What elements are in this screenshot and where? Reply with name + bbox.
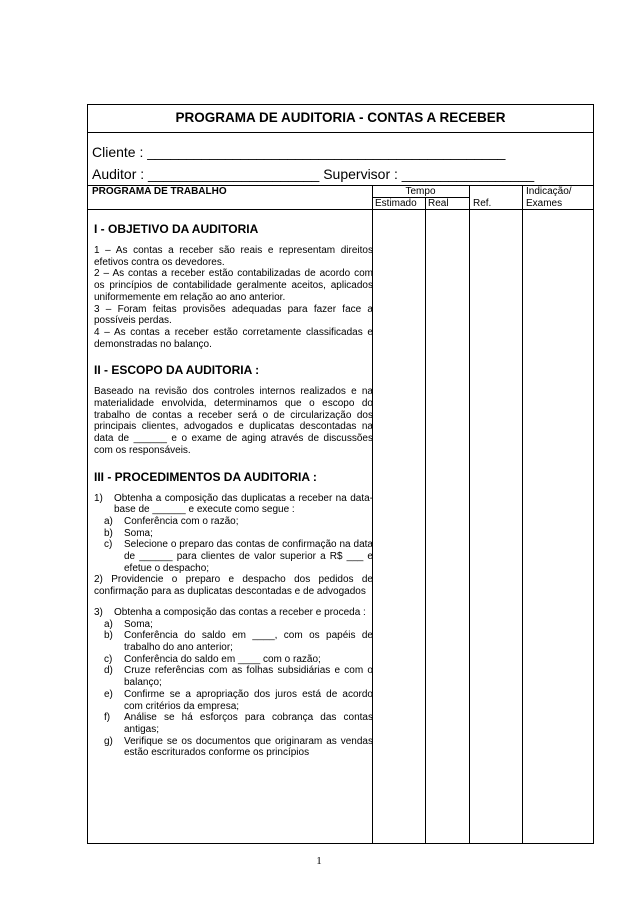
- column-divider-ref: [469, 185, 470, 843]
- procedure-1-sub-a: a) Conferência com o razão;: [104, 515, 239, 527]
- procedure-3-number: 3): [94, 606, 103, 618]
- objetivo-item-1: 1 – As contas a receber são reais e representam direitos efetivos contra os devedores.: [94, 245, 373, 268]
- procedure-3-sub-f: f) Análise se há esforços para cobrança das contas antigas;: [104, 712, 373, 735]
- escopo-text: Baseado na revisão dos controles internos realizados e na materialidade envolvida, determinamos que o escopo do trabalho de contas a receber será o de circularização dos principais clientes, advogados e duplicatas descontadas na data de ______ e o exame de aging através de discussões com os responsáveis.: [94, 386, 373, 456]
- escopo-title: II - ESCOPO DA AUDITORIA :: [94, 363, 260, 378]
- page-number: 1: [316, 855, 322, 867]
- procedure-2: 2) Providencie o preparo e despacho dos pedidos de confirmação para as duplicatas descontadas e de advogados: [94, 574, 373, 598]
- estimado-header: Estimado: [375, 198, 417, 209]
- procedure-1-number: 1): [94, 492, 103, 504]
- column-divider-real: [425, 197, 426, 843]
- ref-header: Ref.: [473, 198, 492, 209]
- objetivo-item-2: 2 – As contas a receber estão contabilizadas de acordo com os princípios de contabilidade geralmente aceitos, aplicados uniformemente em relação ao ano anterior.: [94, 268, 373, 303]
- programa-header: PROGRAMA DE TRABALHO: [92, 186, 227, 197]
- procedure-1: [94, 493, 373, 516]
- form-title: PROGRAMA DE AUDITORIA - CONTAS A RECEBER: [88, 105, 593, 133]
- header-bottom-rule: [88, 209, 593, 210]
- tempo-header: Tempo: [405, 186, 436, 197]
- procedure-3-sub-c: c) Conferência do saldo em ____ com o razão;: [104, 653, 321, 665]
- procedure-1-sub-c: c) Selecione o preparo das contas de confirmação na data de ______ para clientes de valor superior a R$ ___ e efetue o despacho;: [104, 539, 373, 574]
- objetivo-item-3: 3 – Foram feitas provisões adequadas para fazer face a possíveis perdas.: [94, 303, 373, 327]
- procedure-3-sub-d: d) Cruze referências com as folhas subsidiárias e com o balanço;: [104, 665, 373, 689]
- work-program-content: [94, 222, 373, 759]
- procedure-3-sub-b: b) Conferência do saldo em ____, com os papéis de trabalho do ano anterior;: [104, 630, 373, 653]
- procedure-1-sub-b: b) Soma;: [104, 527, 153, 539]
- procedure-3: [94, 607, 373, 619]
- procedure-3-text: Obtenha a composição das contas a receber e proceda :: [114, 606, 366, 618]
- column-divider-exames: [522, 185, 523, 843]
- procedimentos-title: III - PROCEDIMENTOS DA AUDITORIA :: [94, 469, 317, 484]
- audit-program-form: [87, 104, 594, 844]
- procedure-3-sub-e: e) Confirme se a apropriação dos juros está de acordo com critérios da empresa;: [104, 688, 373, 712]
- indicacao-header: Indicação/: [526, 186, 572, 197]
- real-header: Real: [428, 198, 449, 209]
- auditor-supervisor-line: Auditor : ______________________ Supervisor : _________________: [92, 166, 535, 182]
- objetivo-title: I - OBJETIVO DA AUDITORIA: [94, 222, 259, 236]
- procedure-3-sub-a: a) Soma;: [104, 618, 153, 630]
- procedure-1-text: Obtenha a composição das duplicatas a receber na data-base de ______ e execute como segue :: [114, 492, 373, 516]
- exames-header: Exames: [526, 198, 563, 209]
- client-field-line: Cliente : ______________________________________________: [92, 144, 506, 160]
- objetivo-item-4: 4 – As contas a receber estão corretamente classificadas e demonstradas no balanço.: [94, 326, 373, 350]
- procedure-3-sub-g: g) Verifique se os documentos que originaram as vendas estão escriturados conforme os princípios: [104, 735, 373, 759]
